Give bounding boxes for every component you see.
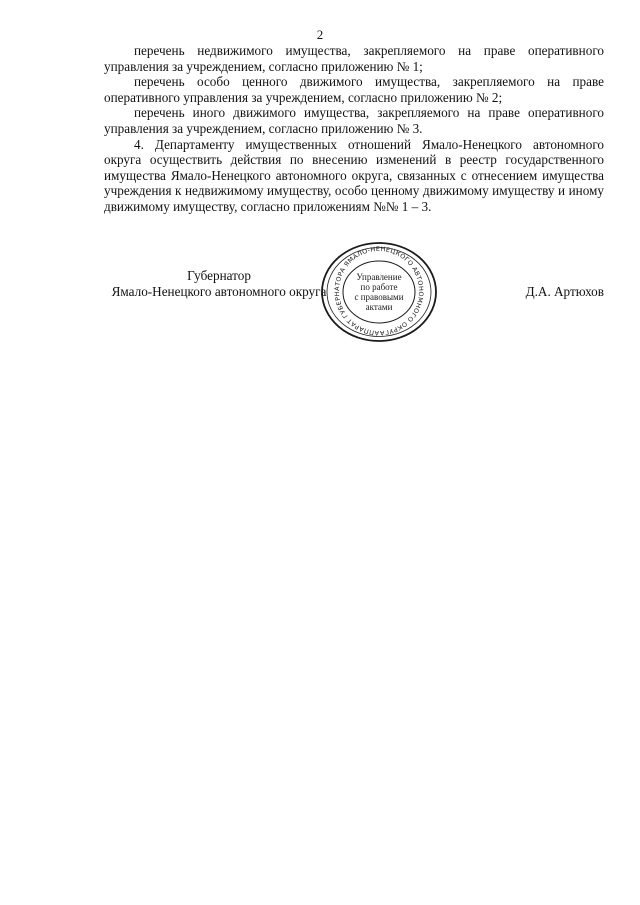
signatory-title	[104, 268, 334, 299]
seal-center-line: Управление	[356, 272, 402, 282]
paragraph-item-2: перечень особо ценного движимого имущества, закрепляемого на праве оперативного управления за учреждением, согласно приложению № 2;	[104, 74, 604, 105]
document-body	[104, 43, 604, 215]
seal-center-line: с правовыми	[354, 292, 404, 302]
seal-center-line: актами	[365, 302, 393, 312]
page-number: 2	[316, 27, 324, 42]
signatory-position: Губернатор	[187, 268, 251, 283]
signatory-name: Д.А. Артюхов	[525, 284, 604, 299]
paragraph-item-1: перечень недвижимого имущества, закрепляемого на праве оперативного управления за учреждением, согласно приложению № 1;	[104, 43, 604, 74]
paragraph-item-3: перечень иного движимого имущества, закрепляемого на праве оперативного управления за учреждением, согласно приложению № 3.	[104, 105, 604, 136]
seal-ring-text: АППАРАТ ГУБЕРНАТОРА ЯМАЛО-НЕНЕЦКОГО АВТОНОМНОГО ОКРУГА	[333, 245, 425, 337]
seal-center-line: по работе	[360, 282, 398, 292]
official-seal-stamp	[318, 240, 440, 344]
signatory-region: Ямало-Ненецкого автономного округа	[111, 283, 327, 299]
paragraph-item-4: 4. Департаменту имущественных отношений Ямало-Ненецкого автономного округа осуществить действия по внесению изменений в реестр государственного имущества Ямало-Ненецкого автономного округа, связанных с отнесением имущества учреждения к недвижимому имуществу, особо ценному движимому имуществу и иному движимому имуществу, согласно приложениям №№ 1 – 3.	[104, 136, 604, 214]
